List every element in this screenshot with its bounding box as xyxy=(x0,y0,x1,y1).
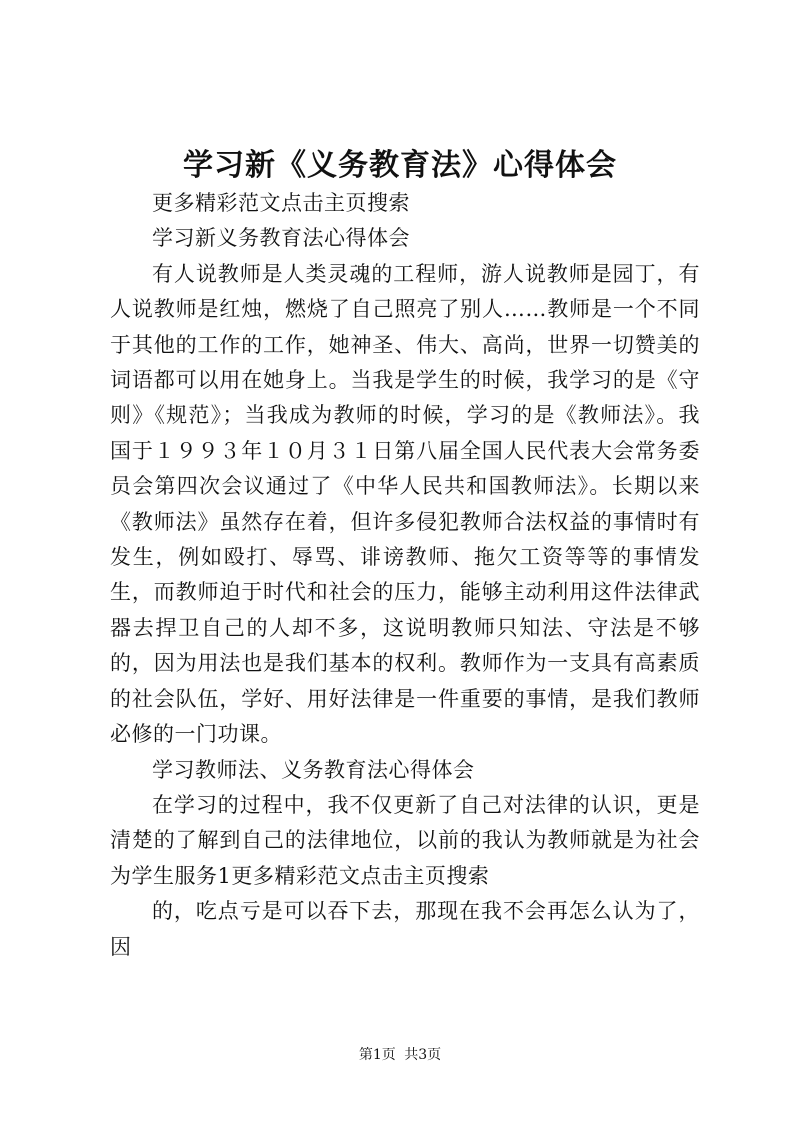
page-total: 共3页 xyxy=(404,1047,442,1063)
document-title: 学习新《义务教育法》心得体会 xyxy=(183,148,617,183)
paragraph-section-heading: 学习教师法、义务教育法心得体会 xyxy=(152,757,475,782)
paragraph-continued: 的，吃点亏是可以吞下去，那现在我不会再怎么认为了，因 xyxy=(110,899,700,959)
page-footer xyxy=(0,1044,800,1064)
paragraph-main: 有人说教师是人类灵魂的工程师，游人说教师是园丁，有人说教师是红烛，燃烧了自己照亮了别人……教师是一个不同于其他的工作的工作，她神圣、伟大、高尚，世界一切赞美的词语都可以用在她身上。当我是学生的时候，我学习的是《守则》《规范》；当我成为教师的时候，学习的是《教师法》。我国于１９９３年１０月３１日第八届全国人民代表大会常务委员会第四次会议通过了《中华人民共和国教师法》。长期以来《教师法》虽然存在着，但许多侵犯教师合法权益的事情时有发生，例如殴打、辱骂、诽谤教师、拖欠工资等等的事情发生，而教师迫于时代和社会的压力，能够主动利用这件法律武器去捍卫自己的人却不多，这说明教师只知法、守法是不够的，因为用法也是我们基本的权利。教师作为一支具有高素质的社会队伍，学好、用好法律是一件重要的事情，是我们教师必修的一门功课。 xyxy=(110,261,700,747)
page-number: 第1页 xyxy=(358,1047,396,1063)
document-body xyxy=(110,186,700,965)
paragraph-subtitle: 学习新义务教育法心得体会 xyxy=(152,226,410,251)
paragraph-promo: 更多精彩范文点击主页搜索 xyxy=(152,191,410,215)
paragraph-learning: 在学习的过程中，我不仅更新了自己对法律的认识，更是清楚的了解到自己的法律地位，以前的我认为教师就是为社会为学生服务1更多精彩范文点击主页搜索 xyxy=(110,792,700,888)
